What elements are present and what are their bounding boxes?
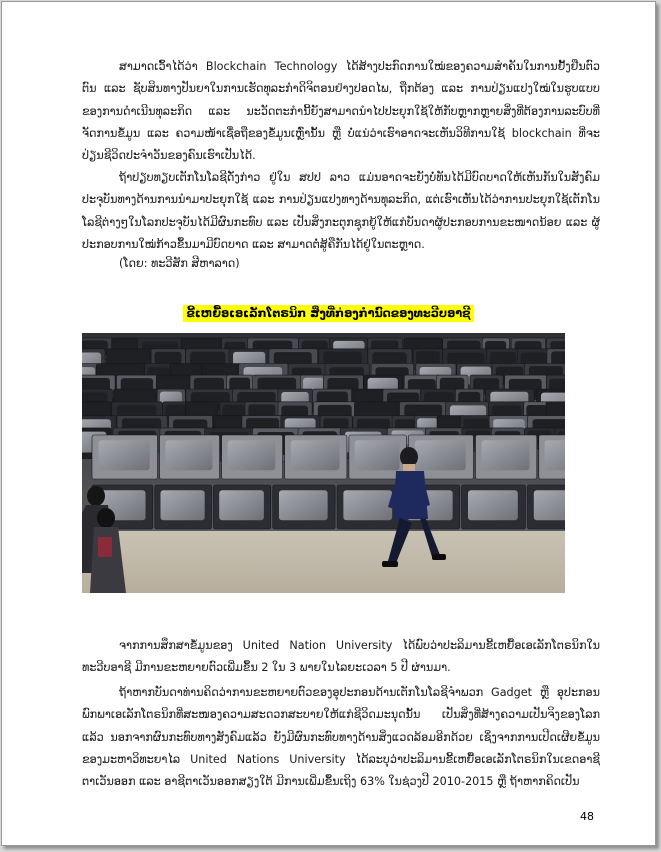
- crt-tv: [213, 485, 270, 529]
- document-page: [1, 1, 656, 846]
- paragraph-laos-technology: ຖ້າປຽບທຽບເຕັກໂນໂລຊີດັ່ງກ່າວ ຢູ່ໃນ ສປປ ລາວ ແມ່ນອາດຈະຍັງບໍ່ທັນໄດ້ມີບົດບາດໃຫ້ເຫັນກັນໃນສັງຄົມປະຈຸບັນທາງດ້ານການນໍາມາປະຍຸກໃຊ້ ແລະ ການປ່ຽນແປງທາງດ້ານທຸລະກິດ, ແຕ່ເຮົາເຫັນໄດ້ວ່າການປະຍຸກໃຊ້ເຕັກໂນໂລຊີຕ່າງໆໃນໂລກປະຈຸບັນໄດ້ມີຜົນກະທົບ ແລະ ເປັນສິ່ງກະຕຸກຊຸກຍູ້ໃຫ້ແກ່ບັນດາຜູ້ປະກອບການຂະໜາດນ້ອຍ ແລະ ຜູ້ປະກອບການໃໝ່ກ້າວຂຶ້ນມາມີບົດບາດ ແລະ ສາມາດຕໍ່ສູ້ຄືກັນໄດ້ຢູ່ໃນຕະຫຼາດ.: [82, 171, 600, 251]
- paragraph-gadget-waste: ຖ້າຫາກບັນດາທ່ານຄິດວ່າການຂະຫຍາຍຕົວຂອງອຸປະກອນດ້ານເຕັກໂນໂລຊີຈໍາພວກ Gadget ຫຼື ອຸປະກອນພົກພາເອເລັກໂຕຣນິກທີ່ສະໜອງຄວາມສະດວກສະບາຍໃຫ້ແກ່ຊີວິດມະນຸດນັ້ນ ເປັນສິ່ງທີ່ສ້າງຄວາມເປັນຈິງຂອງໂລກແລ້ວ ນອກຈາກຜົນກະທົບທາງສັງຄົມແລ້ວ ຍັງມີຜົນກະທົບທາງດ້ານສິ່ງແວດລ້ອມອີກດ້ວຍ ເຊິ່ງຈາກການເປີດເຜີຍຂໍ້ມູນຂອງມະຫາວິທະຍາໄລ United Nations University ໄດ້ລະບຸວ່າປະລິມານຂີ້ເຫຍື້ອເອເລັກໂຕຣນິກໃນເຂດອາຊີຕາເວັນອອກ ແລະ ອາຊີຕາເວັນອອກສຽງໃຕ້ ມີການເພີ່ມຂຶ້ນເຖິງ 63% ໃນຊ່ວງປີ 2010-2015 ຫຼື ຖ້າຫາກຄິດເປັນ: [82, 686, 600, 789]
- crt-tv: [222, 435, 283, 479]
- crt-tv: [527, 485, 565, 529]
- crt-tv: [462, 485, 526, 529]
- paragraph-un-university: ຈາກການສຶກສາຂໍ້ມູນຂອງ United Nation University ໄດ້ພົບວ່າປະລິມານຂີ້ເຫຍື້ອເອເລັກໂຕຣນິກໃນທະວີບອາຊີ ມີການຂະຫຍາຍຕົວເພີ່ມຂຶ້ນ 2 ໃນ 3 ພາຍໃນໄລຍະເວລາ 5 ປີ ຜ່ານມາ.: [82, 639, 600, 675]
- photo-caption: ຂີ້ເຫຍື້ອເອເລັກໂຕຣນິກ ສິ່ງທີ່ກ່ອງກໍານົດຂອງທະວີບອາຊີ: [183, 305, 473, 322]
- crt-tv: [92, 435, 158, 479]
- paragraph-blockchain: ສາມາດເວົ້າໄດ້ວ່າ Blockchain Technology ໄດ້ສ້າງປະກົດການໃໝ່ຂອງຄວາມສໍາຄັນໃນການຢັ້ງຢືນຕົວຕົນ ແລະ ຊັບສິນທາງປັນຍາໃນການເຮັດທຸລະກໍາດິຈິຕອນຢ່າງປອດໄພ, ຖືກຕ້ອງ ແລະ ການປ່ຽນແປງໃໝ່ໃນຮູບແບບຂອງການດໍາເນີນທຸລະກິດ ແລະ ນະວັດຕະກໍານີ້ຍັງສາມາດນໍາໄປປະຍຸກໃຊ້ໃຫ້ກັບຫຼາກຫຼາຍສິ່ງທີ່ຕ້ອງການລະບົບທີ່ຈັດການຂໍ້ມູນ ແລະ ຄວາມໜ້າເຊື່ອຖືຂອງຂໍ້ມູນເຫຼົ່ານັ້ນ ຫຼື ບໍ່ແນ່ວ່າເຮົາອາດຈະເຫັນວິທີການໃຊ້ blockchain ທີ່ຈະປ່ຽນຊີວິດປະຈໍາວັນຂອງຄົນເຮົາເປັນໄດ້.: [82, 60, 600, 163]
- photo-caption-wrap: [2, 302, 655, 322]
- crt-tv: [285, 435, 347, 479]
- pavement: [82, 531, 565, 593]
- crt-tv: [273, 485, 335, 529]
- author-byline: (ໂດຍ: ທະວີສັກ ສີຫາລາດ): [119, 257, 240, 270]
- e-waste-illustration: [82, 333, 565, 593]
- page-number: 48: [580, 810, 594, 823]
- crt-tv: [539, 435, 565, 479]
- crt-tv: [475, 435, 536, 479]
- crt-tv: [155, 485, 212, 529]
- e-waste-photo: [82, 333, 565, 593]
- crt-tv: [160, 435, 220, 479]
